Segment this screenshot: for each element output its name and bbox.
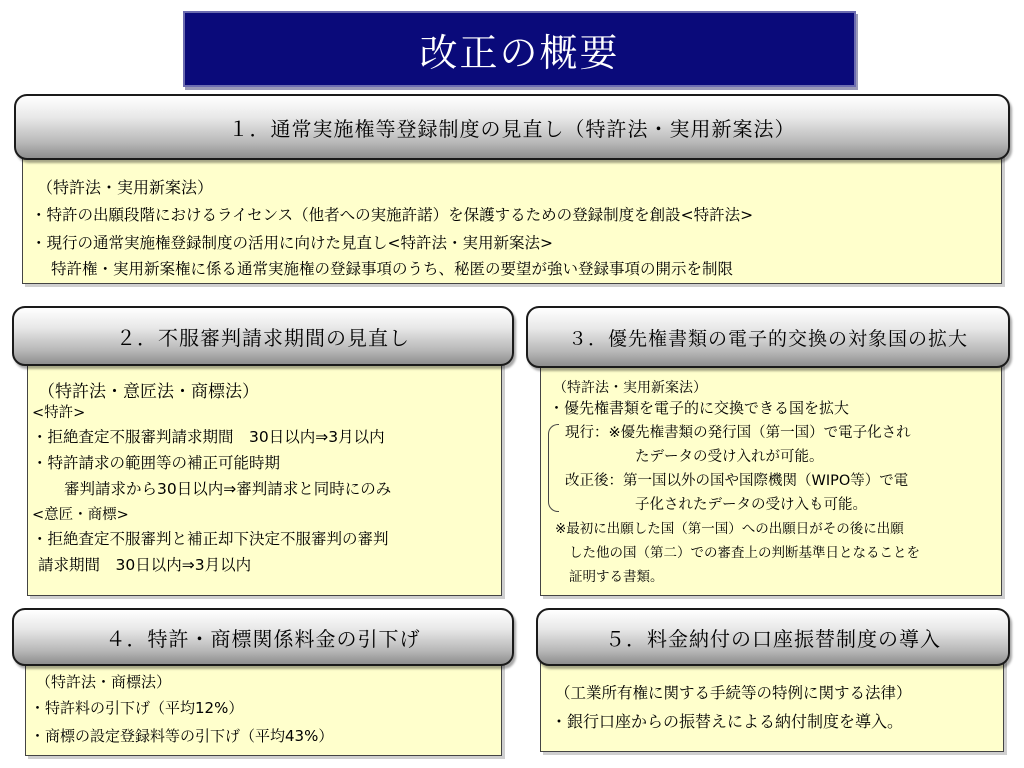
section-2-law: （特許法・意匠法・商標法） bbox=[38, 382, 259, 402]
section-1-item: 特許権・実用新案権に係る通常実施権の登録事項のうち、秘匿の要望が強い登録事項の開示を制限 bbox=[51, 260, 734, 278]
section-5-heading-text: ５．料金納付の口座振替制度の導入 bbox=[605, 626, 941, 651]
section-2-item: ・拒絶査定不服審判請求期間 30日以内⇒3月以内 bbox=[32, 428, 385, 446]
section-5-law: （工業所有権に関する手続等の特例に関する法律） bbox=[555, 684, 912, 702]
section-3-item: たデータの受け入れが可能。 bbox=[635, 449, 824, 465]
section-4-heading bbox=[12, 608, 514, 666]
section-4-heading-text: ４．特許・商標関係料金の引下げ bbox=[105, 626, 421, 651]
section-3-bracket bbox=[548, 424, 559, 512]
section-3-item: ・優先権書類を電子的に交換できる国を拡大 bbox=[549, 399, 850, 417]
section-5-item: ・銀行口座からの振替えによる納付制度を導入。 bbox=[551, 712, 904, 731]
section-3-heading bbox=[526, 306, 1010, 368]
section-3-item: 現行：※優先権書類の発行国（第一国）で電子化され bbox=[565, 425, 911, 441]
section-2-item: 審判請求から30日以内⇒審判請求と同時にのみ bbox=[64, 480, 392, 498]
section-2-body bbox=[27, 352, 502, 596]
section-1-item: ・現行の通常実施権登録制度の活用に向けた見直し<特許法・実用新案法> bbox=[31, 234, 553, 252]
section-4-item: ・商標の設定登録料等の引下げ（平均43%） bbox=[30, 727, 334, 745]
page-title-banner bbox=[183, 11, 856, 87]
section-5-heading bbox=[536, 608, 1010, 666]
section-1-heading bbox=[14, 94, 1010, 160]
section-2-item: <特許> bbox=[32, 405, 86, 421]
section-3-note: 証明する書類。 bbox=[569, 569, 664, 585]
section-3-heading-text: ３．優先権書類の電子的交換の対象国の拡大 bbox=[567, 327, 968, 350]
section-3-body bbox=[540, 356, 1002, 596]
section-4-item: ・特許料の引下げ（平均12%） bbox=[30, 699, 244, 717]
section-3-law: （特許法・実用新案法） bbox=[553, 380, 707, 396]
section-2-heading bbox=[12, 306, 514, 366]
section-5-body bbox=[540, 656, 1004, 752]
page-title: 改正の概要 bbox=[419, 30, 620, 75]
section-1-body bbox=[22, 150, 1002, 284]
section-1-item: ・特許の出願段階におけるライセンス（他者への実施許諾）を保護するための登録制度を創設<特許法> bbox=[31, 206, 754, 224]
section-3-item: 子化されたデータの受け入も可能。 bbox=[635, 497, 867, 513]
section-3-note: ※最初に出願した国（第一国）への出願日がその後に出願 bbox=[555, 521, 904, 537]
section-3-note: した他の国（第二）での審査上の判断基準日となることを bbox=[569, 545, 920, 561]
section-3-item: 改正後：第一国以外の国や国際機関（WIPO等）で電 bbox=[565, 473, 909, 489]
section-2-item: <意匠・商標> bbox=[32, 507, 129, 523]
section-1-heading-text: １．通常実施権等登録制度の見直し（特許法・実用新案法） bbox=[228, 116, 796, 141]
section-2-item: ・特許請求の範囲等の補正可能時期 bbox=[32, 454, 281, 472]
section-4-body bbox=[25, 656, 502, 756]
section-1-law: （特許法・実用新案法） bbox=[37, 178, 214, 197]
section-4-law: （特許法・商標法） bbox=[36, 673, 172, 691]
section-2-item: ・拒絶査定不服審判と補正却下決定不服審判の審判 bbox=[32, 530, 389, 548]
section-2-heading-text: ２．不服審判請求期間の見直し bbox=[116, 325, 410, 350]
section-2-item: 請求期間 30日以内⇒3月以内 bbox=[38, 556, 252, 574]
